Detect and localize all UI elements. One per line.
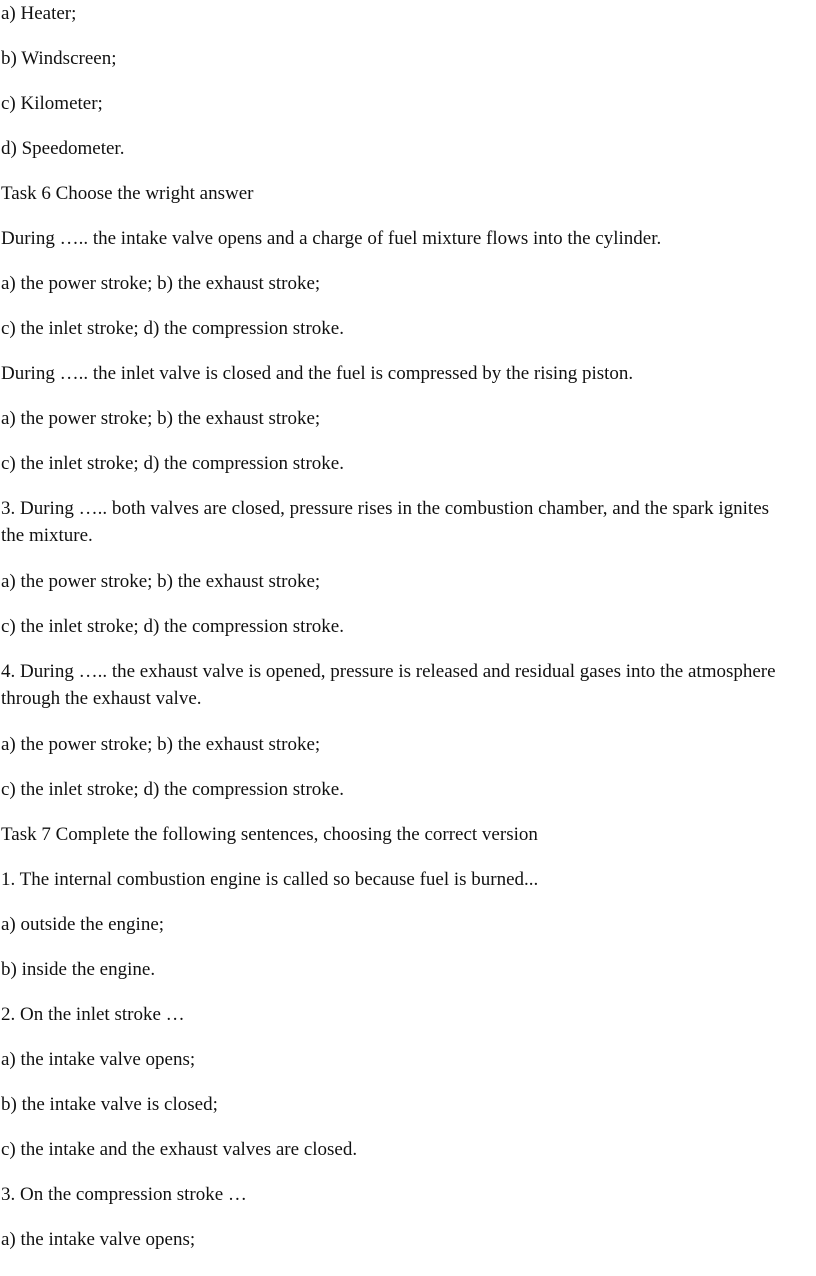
task-6-question-2: During ….. the inlet valve is closed and the fuel is compressed by the rising piston. — [1, 363, 634, 384]
answer-option-heater: a) Heater; — [1, 3, 77, 24]
task-7-question-2: 2. On the inlet stroke … — [1, 1004, 185, 1025]
task-6-q3-options-ab: a) the power stroke; b) the exhaust stroke; — [1, 571, 321, 592]
task-7-q1-option-b: b) inside the engine. — [1, 959, 156, 980]
task-7-q1-option-a: a) outside the engine; — [1, 914, 165, 935]
answer-option-speedometer: d) Speedometer. — [1, 138, 125, 159]
answer-option-kilometer: c) Kilometer; — [1, 93, 103, 114]
task-7-q3-option-a: a) the intake valve opens; — [1, 1229, 196, 1250]
task-7-q2-option-c: c) the intake and the exhaust valves are closed. — [1, 1139, 358, 1160]
task-6-question-1: During ….. the intake valve opens and a charge of fuel mixture flows into the cylinder. — [1, 228, 662, 249]
answer-option-windscreen: b) Windscreen; — [1, 48, 117, 69]
task-6-q4-options-cd: c) the inlet stroke; d) the compression stroke. — [1, 779, 344, 800]
task-6-question-4: 4. During ….. the exhaust valve is opened, pressure is released and residual gases into the atmosphere through the exhaust valve. — [1, 661, 776, 709]
task-7-question-1: 1. The internal combustion engine is called so because fuel is burned... — [1, 869, 539, 890]
task-7-q2-option-b: b) the intake valve is closed; — [1, 1094, 218, 1115]
task-6-q1-options-cd: c) the inlet stroke; d) the compression stroke. — [1, 318, 344, 339]
task-6-q4-options-ab: a) the power stroke; b) the exhaust stroke; — [1, 734, 321, 755]
task-6-q2-options-ab: a) the power stroke; b) the exhaust stroke; — [1, 408, 321, 429]
task-7-q2-option-a: a) the intake valve opens; — [1, 1049, 196, 1070]
task-6-q2-options-cd: c) the inlet stroke; d) the compression stroke. — [1, 453, 344, 474]
task-6-question-3: 3. During ….. both valves are closed, pressure rises in the combustion chamber, and the spark ignites the mixture. — [1, 498, 770, 546]
task-7-question-3: 3. On the compression stroke … — [1, 1184, 247, 1205]
task-6-heading: Task 6 Choose the wright answer — [1, 183, 254, 204]
task-6-q3-options-cd: c) the inlet stroke; d) the compression stroke. — [1, 616, 344, 637]
task-6-q1-options-ab: a) the power stroke; b) the exhaust stroke; — [1, 273, 321, 294]
task-7-heading: Task 7 Complete the following sentences, choosing the correct version — [1, 824, 538, 845]
